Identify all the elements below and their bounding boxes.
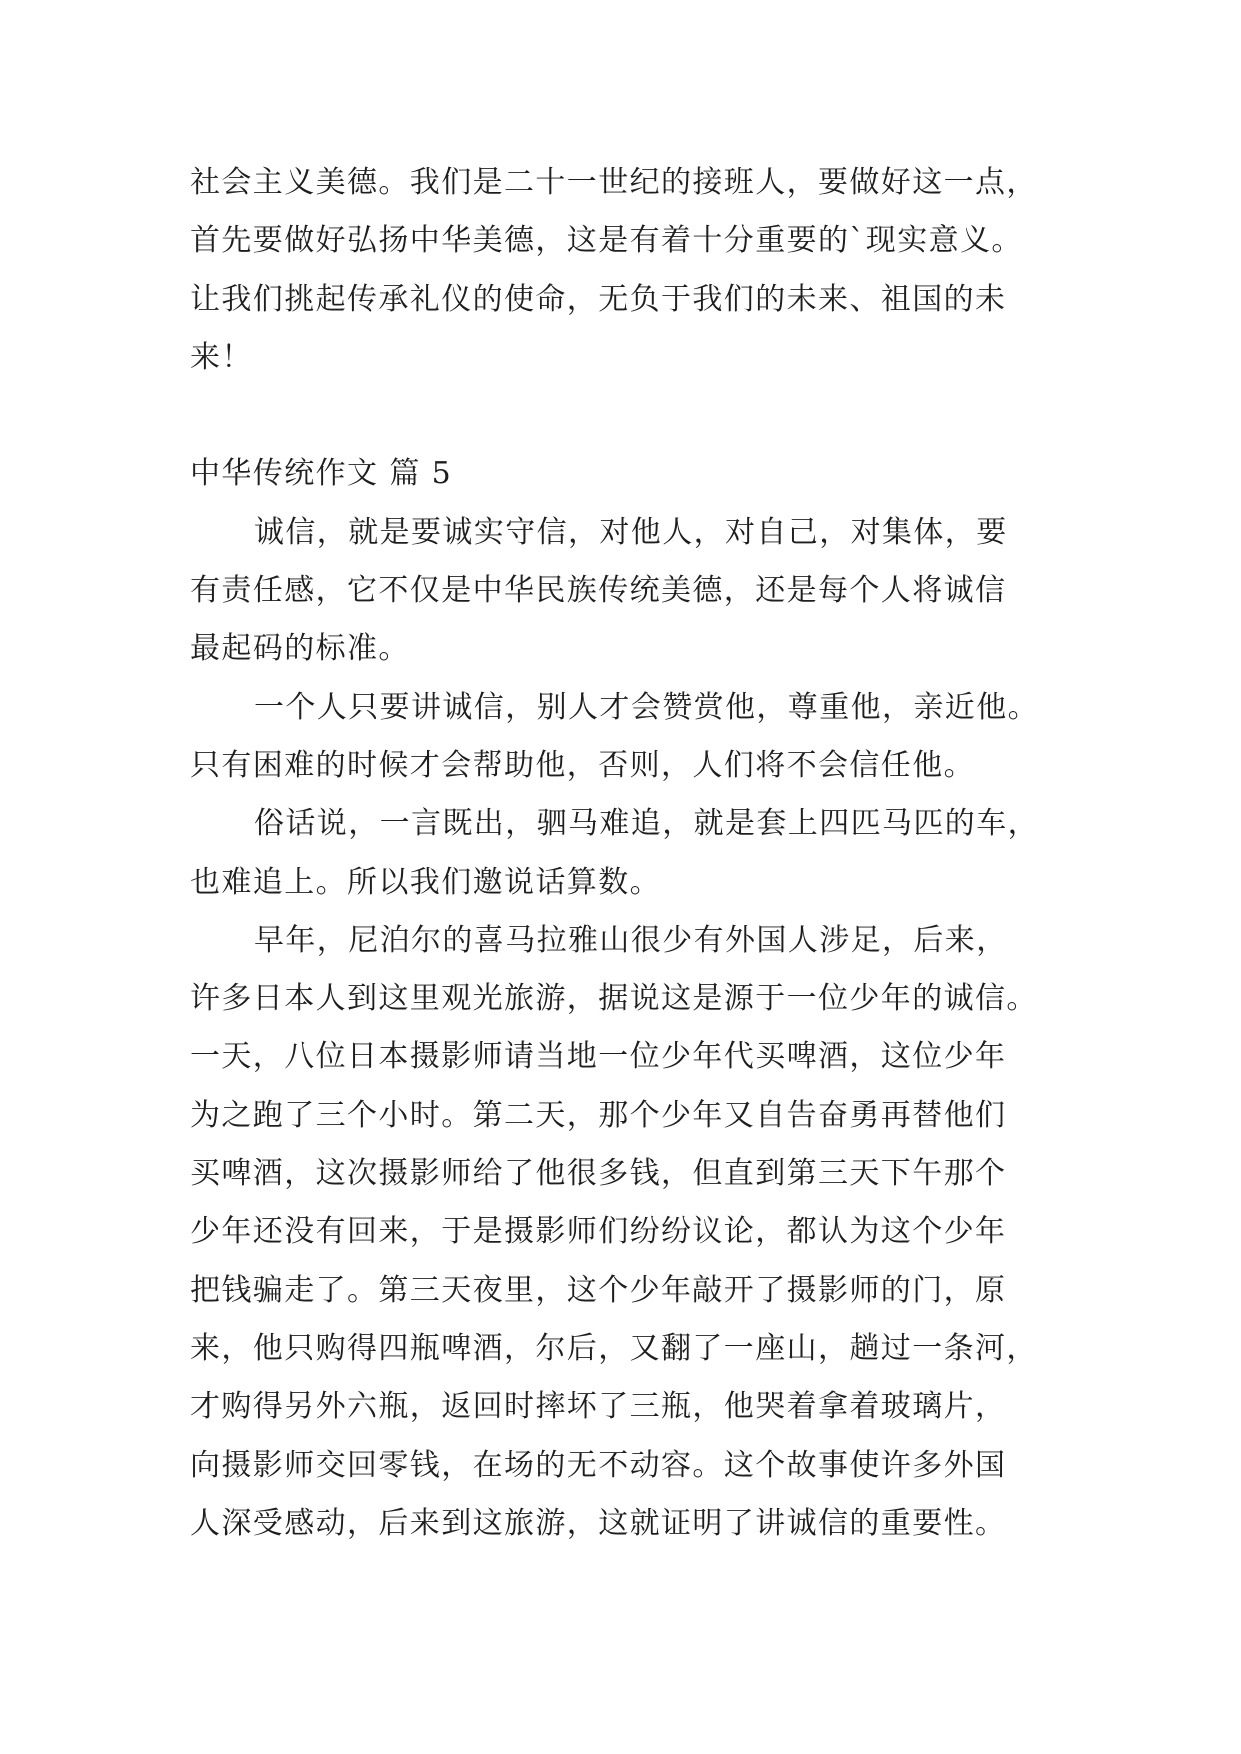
document-body bbox=[190, 154, 1190, 1553]
text-line: 少年还没有回来，于是摄影师们纷纷议论，都认为这个少年 bbox=[190, 1214, 1007, 1250]
text-line: 一天，八位日本摄影师请当地一位少年代买啤酒，这位少年 bbox=[190, 1039, 1007, 1075]
text-line: 俗话说，一言既出，驷马难追，就是套上四匹马匹的车， bbox=[254, 806, 1039, 842]
text-line: 也难追上。所以我们邀说话算数。 bbox=[190, 864, 661, 900]
text-line: 才购得另外六瓶，返回时摔坏了三瓶，他哭着拿着玻璃片， bbox=[190, 1389, 1007, 1425]
text-line: 来！ bbox=[190, 339, 253, 375]
paragraph bbox=[190, 795, 1190, 912]
intro-paragraph bbox=[190, 154, 1190, 387]
section-heading: 中华传统作文 篇 5 bbox=[190, 456, 453, 492]
paragraph bbox=[190, 679, 1190, 796]
text-line: 把钱骗走了。第三天夜里，这个少年敲开了摄影师的门，原 bbox=[190, 1272, 1007, 1308]
text-line: 买啤酒，这次摄影师给了他很多钱，但直到第三天下午那个 bbox=[190, 1156, 1007, 1192]
paragraph bbox=[190, 504, 1190, 679]
text-line: 向摄影师交回零钱，在场的无不动容。这个故事使许多外国 bbox=[190, 1447, 1007, 1483]
text-line: 让我们挑起传承礼仪的使命，无负于我们的未来、祖国的未 bbox=[190, 281, 1007, 317]
text-line: 来，他只购得四瓶啤酒，尔后，又翻了一座山，趟过一条河， bbox=[190, 1330, 1038, 1366]
paragraph bbox=[190, 912, 1190, 1553]
text-line: 有责任感，它不仅是中华民族传统美德，还是每个人将诚信 bbox=[190, 573, 1007, 609]
text-line: 首先要做好弘扬中华美德，这是有着十分重要的`现实意义。 bbox=[190, 223, 1023, 259]
text-line: 最起码的标准。 bbox=[190, 631, 410, 667]
text-line: 诚信，就是要诚实守信，对他人，对自己，对集体，要 bbox=[254, 514, 1008, 550]
text-line: 一个人只要讲诚信，别人才会赞赏他，尊重他，亲近他。 bbox=[254, 689, 1039, 725]
text-line: 只有困难的时候才会帮助他，否则，人们将不会信任他。 bbox=[190, 747, 975, 783]
text-line: 社会主义美德。我们是二十一世纪的接班人，要做好这一点， bbox=[190, 165, 1038, 200]
text-line: 早年，尼泊尔的喜马拉雅山很少有外国人涉足，后来， bbox=[254, 922, 1008, 958]
text-line: 人深受感动，后来到这旅游，这就证明了讲诚信的重要性。 bbox=[190, 1505, 1007, 1541]
text-line: 许多日本人到这里观光旅游，据说这是源于一位少年的诚信。 bbox=[190, 981, 1038, 1017]
text-line: 为之跑了三个小时。第二天，那个少年又自告奋勇再替他们 bbox=[190, 1097, 1007, 1133]
